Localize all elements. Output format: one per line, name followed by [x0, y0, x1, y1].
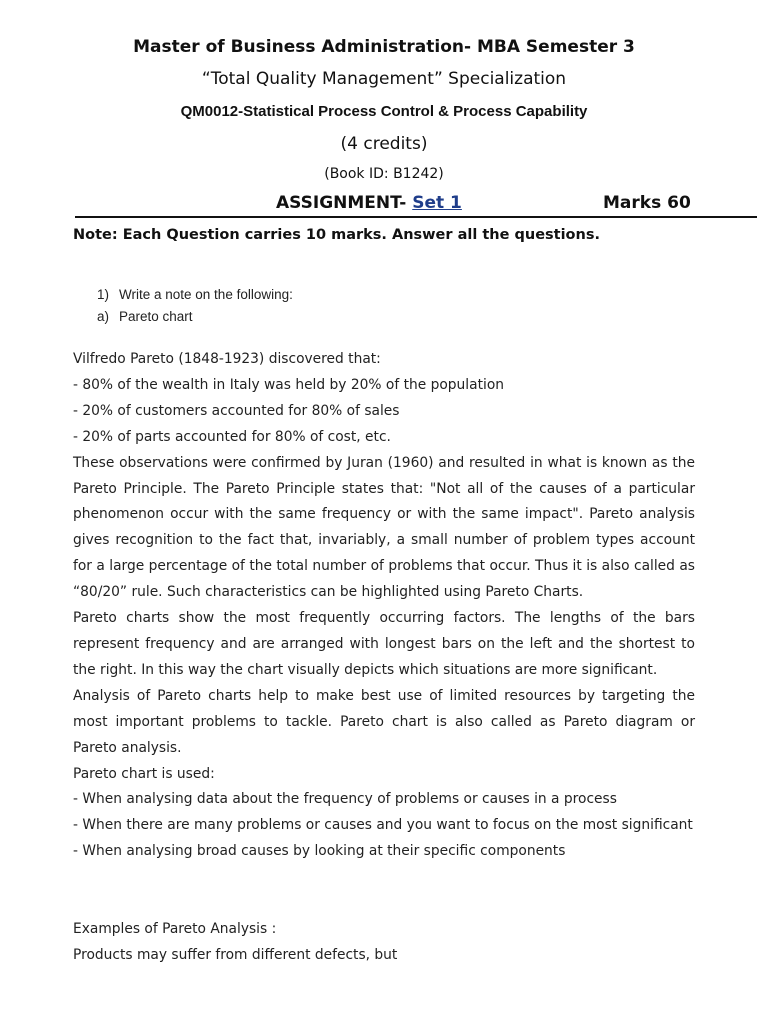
examples-first-line: Products may suffer from different defects, but — [73, 946, 398, 963]
spacer — [73, 865, 695, 917]
assignment-heading — [276, 193, 462, 213]
examples-heading: Examples of Pareto Analysis : — [73, 920, 277, 937]
use-item: - When there are many problems or causes and you want to focus on the most significant — [73, 817, 693, 834]
paragraph-pareto-analysis: Analysis of Pareto charts help to make best use of limited resources by targeting the most important problems to tackle. Pareto chart is also called as Pareto diagram or Pareto analysis. — [73, 687, 695, 756]
intro-line: Vilfredo Pareto (1848-1923) discovered that: — [73, 351, 381, 367]
finding-item: - 20% of customers accounted for 80% of sales — [73, 402, 400, 419]
use-item: - When analysing broad causes by looking at their specific components — [73, 843, 566, 860]
use-item: - When analysing data about the frequency of problems or causes in a process — [73, 791, 617, 808]
paragraph-pareto-charts: Pareto charts show the most frequently occurring factors. The lengths of the bars represent frequency and are arranged with longest bars on the left and the shortest to the right. In this way the chart visually depicts which situations are more significant. — [73, 610, 695, 678]
answer-body — [73, 347, 695, 969]
uses-intro: Pareto chart is used: — [73, 765, 215, 782]
sub-question-number: a) — [97, 309, 110, 324]
question-line — [97, 287, 293, 302]
book-id-line: (Book ID: B1242) — [324, 166, 444, 182]
assignment-label: ASSIGNMENT- — [276, 193, 407, 213]
set-link[interactable]: Set 1 — [412, 193, 462, 213]
sub-question-line — [97, 309, 193, 324]
header-divider — [75, 216, 757, 218]
finding-item: - 20% of parts accounted for 80% of cost, etc. — [73, 428, 391, 445]
finding-item: - 80% of the wealth in Italy was held by 20% of the population — [73, 376, 505, 393]
marks-label: Marks 60 — [603, 193, 691, 213]
course-title: QM0012-Statistical Process Control & Process Capability — [180, 103, 588, 120]
question-text: Write a note on the following: — [119, 287, 293, 302]
program-title: Master of Business Administration- MBA Semester 3 — [133, 37, 635, 57]
instructions-note: Note: Each Question carries 10 marks. Answer all the questions. — [73, 227, 600, 243]
sub-question-text: Pareto chart — [119, 309, 193, 324]
paragraph-pareto-principle: These observations were confirmed by Juran (1960) and resulted in what is known as the Pareto Principle. The Pareto Principle states that: "Not all of the causes of a particular phenomenon occur with the same frequency or with the same impact". Pareto analysis gives recognition to the fact that, invariably, a small number of problem types account for a large percentage of the total number of problems that occur. Thus it is also called as “80/20” rule. Such characteristics can be highlighted using Pareto Charts. — [73, 454, 695, 601]
credits-line: (4 credits) — [340, 134, 428, 154]
question-number: 1) — [97, 287, 110, 302]
assignment-row — [0, 193, 768, 217]
specialization-title: “Total Quality Management” Specialization — [201, 69, 567, 89]
